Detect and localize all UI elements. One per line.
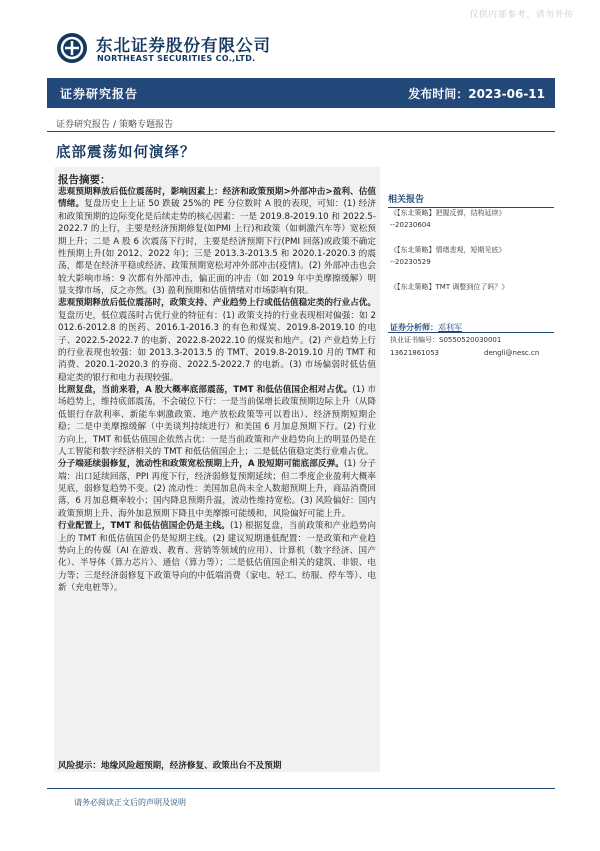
analyst-email[interactable]: dengli@nesc.cn xyxy=(484,349,540,357)
analyst-divider xyxy=(388,332,554,333)
related-report-item[interactable] xyxy=(390,245,554,267)
paragraph-body: (1) 根据复盘，当前政策和产业趋势向上的 TMT 和低估值国企仍是短期主线。(2) 建议短期逢低配置：一是政策和产业趋势向上的传媒（AI 在游戏、教育、营销等领域的应用）、计算机（数字经济、国产化）、半导体（算力芯片）、通信（算力等）；二是低估值国企相关的建筑、非银、电力等；三是经济弱修复下政策导向的中低端消费（家电、轻工、纺服、停车等）、电新（充电桩等）。 xyxy=(58,521,376,593)
paragraph-body: 复盘历史上上证 50 跌破 25%的 PE 分位数时 A 股的表现，可知：(1) 经济和政策预期的边际变化是后续走势的核心因素：一是 2019.8-2019.10 和 2022.5-2022.7 的上行，主要是经济预期修复(如PMI 上行)和政策（如刺激汽车等）宽松预期上升；二是 A 股 6 次震荡下行时，主要是经济预期下行(PMI 回落)或政策不确定性预期上升(如 2012、2022 年)；三是 2013.3-2013.5 和 2020.1-2020.3 的震荡，都是在经济平稳或经济、政策预期宽松对冲外部冲击(疫情)。(2) 外部冲击也会较大影响市场：9 次都有外部冲击，偏正面的冲击（如 2019 年中美摩擦缓解）明显支撑市场，反之亦然。(3) 盈利预期和估值情绪对市场影响有限。 xyxy=(58,199,376,296)
paragraph-lead: 分子端延续弱修复，流动性和政策宽松预期上升，A 股短期可能底部反弹。 xyxy=(58,459,344,470)
summary-heading: 报告摘要： xyxy=(58,174,111,186)
paragraph-lead: 悲观预期释放后低位震荡时，政策支持、产业趋势上行或低估值稳定类的行业占优。 xyxy=(58,298,376,309)
breadcrumb xyxy=(56,117,173,130)
paragraph-lead: 行业配置上，TMT 和低估值国企仍是主线。 xyxy=(58,521,230,532)
analyst-cert-number: 执业证书编号：S0550520030001 xyxy=(390,336,502,344)
breadcrumb-separator: / xyxy=(113,120,117,130)
analyst-name-link[interactable]: 邓利军 xyxy=(438,323,462,332)
related-reports-heading: 相关报告 xyxy=(388,192,554,208)
summary-paragraph xyxy=(58,520,376,594)
company-logo-icon xyxy=(56,32,88,64)
summary-paragraph xyxy=(58,186,376,297)
report-title: 底部震荡如何演绎？ xyxy=(56,145,196,161)
company-name-cn: 东北证券股份有限公司 xyxy=(96,36,271,55)
summary-paragraph xyxy=(58,458,376,520)
related-report-item[interactable] xyxy=(390,208,554,230)
summary-paragraph xyxy=(58,384,376,458)
related-report-date: --20230529 xyxy=(390,258,431,266)
related-report-title[interactable]: 《【东北策略】TMT 调整到位了吗？》 xyxy=(390,283,509,291)
paragraph-lead: 悲观预期释放后低位震荡时，影响因素上：经济和政策预期>外部冲击>盈利、估值情绪。 xyxy=(58,187,376,210)
header-banner xyxy=(47,78,555,108)
related-report-item[interactable] xyxy=(390,282,554,292)
paragraph-lead: 比照复盘，当前来看，A 股大概率底部震荡，TMT 和低估值国企相对占优。 xyxy=(58,385,353,395)
company-logo xyxy=(56,32,286,68)
watermark: 仅供内部参考，请勿外传 xyxy=(469,10,574,20)
related-reports-list xyxy=(390,208,554,307)
summary-body xyxy=(58,186,376,594)
company-name-en: NORTHEAST SECURITIES CO.,LTD. xyxy=(97,54,256,63)
paragraph-body: (1) 分子端：出口延续回落，PPI 再度下行，经济弱修复预期延续；但二季度企业盈利大概率见底，弱修复趋势不变。(2) 流动性：美国加息尚未全人数超预期上升，商品消费回落，6 月加息概率较小；国内降息预期升温，流动性维持宽松。(3) 风险偏好：国内政策预期上升、海外加息预期下降且中美摩擦可能缓和，风险偏好可能上升。 xyxy=(58,459,376,519)
related-report-title[interactable]: 《【东北策略】情绪悲观，短期见底》 xyxy=(390,246,506,254)
breadcrumb-item: 证券研究报告 xyxy=(56,120,111,130)
breadcrumb-item: 策略专题报告 xyxy=(119,120,174,130)
summary-paragraph xyxy=(58,297,376,384)
report-type-label: 证券研究报告 xyxy=(60,87,139,101)
related-report-date: --20230604 xyxy=(390,221,431,229)
header-divider xyxy=(47,131,555,132)
paragraph-body: 复盘历史，低位震荡时占优行业的特征有：(1) 政策支持的行业表现相对偏强：如 2012.6-2012.8 的医药、2016.1-2016.3 的有色和煤炭、2019.8-2019.10 的电子、2022.5-2022.7 的电新、2022.8-2022.10 的煤炭和地产。(2) 产业趋势上行的行业表现也较强：如 2013.3-2013.5 的 TMT、2019.8-2019.10 月的 TMT 和消费、2020.1-2020.3 的券商、2022.5-2022.7 的电新。(3) 市场偏弱时低估值稳定类的银行和电力表现较强。 xyxy=(58,310,376,383)
risk-warning: 风险提示：地缘风险超预期，经济修复、政策出台不及预期 xyxy=(58,761,282,771)
related-report-title[interactable]: 《【东北策略】把握反弹，结构延续》 xyxy=(390,209,506,217)
paragraph-body: (1) 市场趋势上，维持底部震荡，不会破位下行：一是当前保增长政策预期边际上升（从降低银行存款利率、新能车刺激政策、地产放松政策等可以看出）、经济预期短期企稳；二是中美摩擦缓解（中美谈判持续进行）和美国 6 月加息预期下行。(2) 行业方向上，TMT 和低估值国企依然占优：一是当前政策和产业趋势向上的明显仍是在人工智能和数字经济相关的 TMT 和低估值国企上；二是低估值稳定类行业难占优。 xyxy=(58,385,377,457)
analyst-label: 证券分析师： xyxy=(390,323,438,332)
footer-divider xyxy=(47,788,555,789)
publish-date: 发布时间：2023-06-11 xyxy=(408,87,545,101)
analyst-phone: 13621861053 xyxy=(390,349,439,357)
footer-disclaimer: 请务必阅读正文后的声明及说明 xyxy=(74,798,186,807)
